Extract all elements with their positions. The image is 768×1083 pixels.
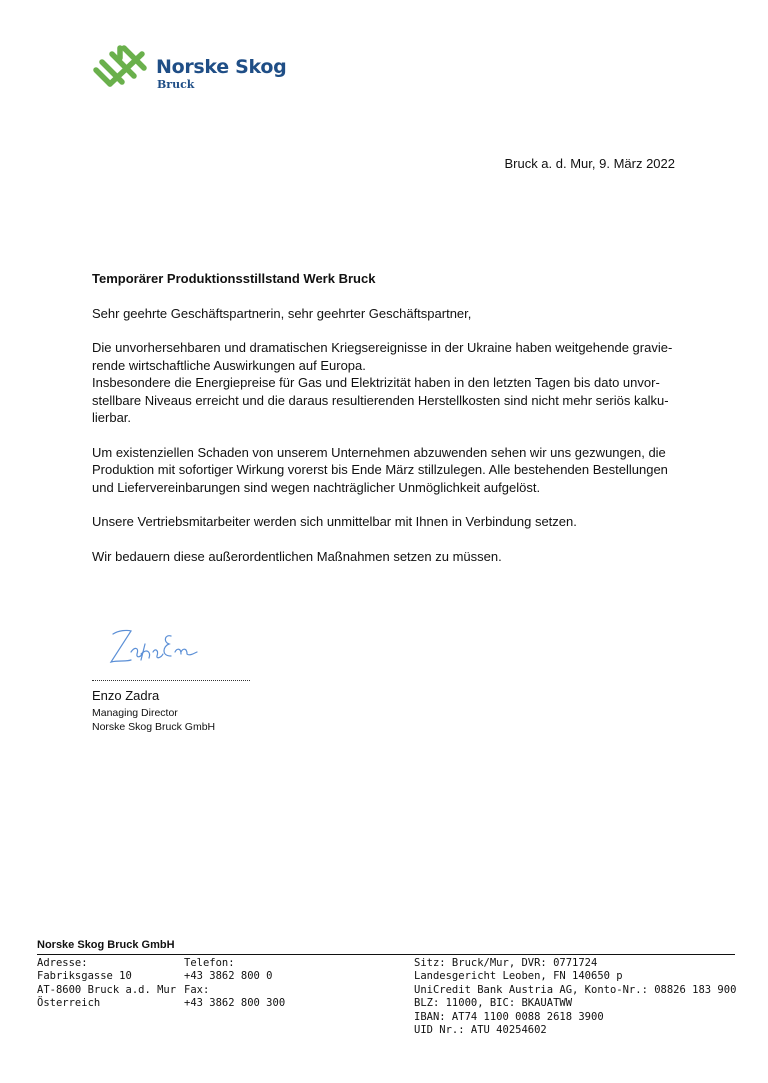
paragraph-line: lierbar. — [92, 410, 132, 425]
footer-line: BLZ: 11000, BIC: BKAUATWW — [414, 997, 573, 1010]
handwritten-signature — [105, 622, 215, 670]
spruce-leaf-icon — [90, 44, 150, 94]
signatory-title: Managing Director — [92, 707, 178, 719]
paragraph-line: Insbesondere die Energiepreise für Gas und Elektrizität haben in den letzten Tagen bis dato unvor- — [92, 375, 660, 390]
signatory-details — [92, 706, 215, 734]
signatory-company: Norske Skog Bruck GmbH — [92, 721, 216, 733]
letter-subject: Temporärer Produktionsstillstand Werk Bruck — [92, 271, 376, 286]
logo-sub: Bruck — [157, 78, 195, 91]
footer-line: AT-8600 Bruck a.d. Mur — [37, 983, 177, 996]
footer-line: Österreich — [37, 997, 101, 1010]
footer-line: +43 3862 800 300 — [184, 997, 286, 1010]
paragraph-line: Um existenziellen Schaden von unserem Unternehmen abzuwenden sehen wir uns gezwungen, die — [92, 444, 666, 460]
footer-line: Adresse: — [37, 957, 88, 969]
footer-line: Telefon: — [184, 957, 235, 969]
footer-line: Fabriksgasse 10 — [37, 970, 132, 983]
paragraph-line: stellbare Niveaus erreicht und die daraus resultierenden Herstellkosten sind nicht mehr seriös kalku- — [92, 392, 669, 408]
signature-line — [92, 668, 250, 681]
footer-line: UniCredit Bank Austria AG, Konto-Nr.: 08826 183 900 — [414, 983, 737, 996]
letter-date: Bruck a. d. Mur, 9. März 2022 — [504, 156, 675, 171]
paragraph-1 — [92, 339, 682, 427]
letter-body — [92, 270, 682, 582]
footer-legal — [414, 957, 736, 1037]
footer-company: Norske Skog Bruck GmbH — [37, 939, 175, 951]
paragraph-2 — [92, 444, 682, 497]
footer-line: Landesgericht Leoben, FN 140650 p — [414, 970, 623, 983]
signatory-name: Enzo Zadra — [92, 688, 160, 703]
paragraph-line: Produktion mit sofortiger Wirkung vorerst bis Ende März stillzulegen. Alle bestehenden Bestellungen — [92, 462, 668, 477]
footer-line: Fax: — [184, 983, 210, 996]
paragraph-line: rende wirtschaftliche Auswirkungen auf Europa. — [92, 357, 366, 373]
paragraph-4 — [92, 548, 682, 566]
paragraph-3 — [92, 513, 682, 531]
footer-phone — [184, 957, 285, 1011]
footer-line: Sitz: Bruck/Mur, DVR: 0771724 — [414, 957, 598, 969]
footer-address — [37, 957, 176, 1011]
footer-divider — [37, 954, 735, 955]
logo-name: Norske Skog — [156, 56, 287, 78]
paragraph-line: und Liefervereinbarungen sind wegen nachträglicher Unmöglichkeit aufgelöst. — [92, 479, 541, 495]
footer-line: UID Nr.: ATU 40254602 — [414, 1023, 547, 1036]
footer-line: IBAN: AT74 1100 0088 2618 3900 — [414, 1010, 604, 1023]
company-logo — [90, 44, 287, 94]
paragraph-line: Die unvorhersehbaren und dramatischen Kriegsereignisse in der Ukraine haben weitgehende gravie- — [92, 340, 673, 355]
footer-line: +43 3862 800 0 — [184, 970, 273, 983]
paragraph-line: Wir bedauern diese außerordentlichen Maßnahmen setzen zu müssen. — [92, 548, 502, 564]
paragraph-line: Unsere Vertriebsmitarbeiter werden sich unmittelbar mit Ihnen in Verbindung setzen. — [92, 514, 577, 529]
letter-salutation: Sehr geehrte Geschäftspartnerin, sehr geehrter Geschäftspartner, — [92, 305, 472, 321]
